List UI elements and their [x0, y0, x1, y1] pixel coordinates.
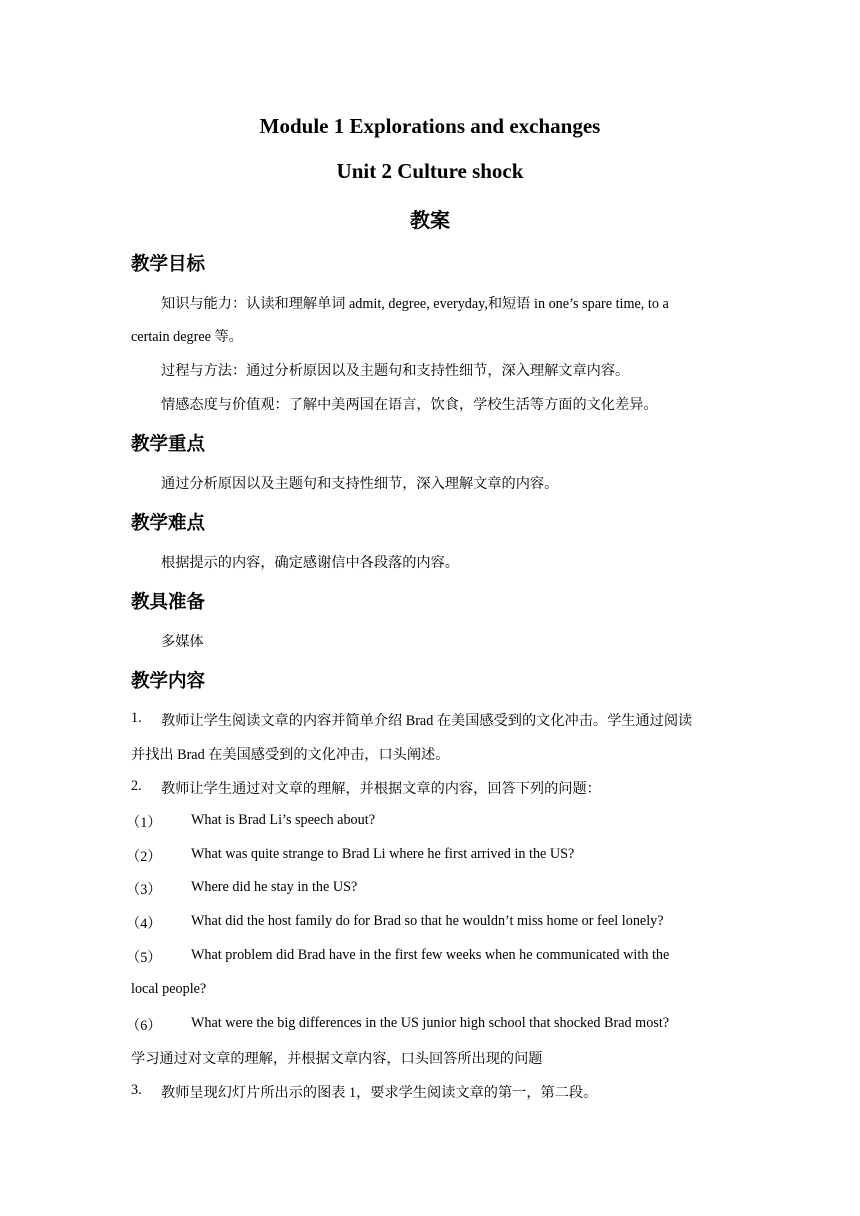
question-5-continuation: local people?	[131, 981, 207, 997]
question-1-text: What is Brad Li’s speech about?	[191, 812, 375, 828]
question-6-number: （6）	[126, 1018, 162, 1034]
item-1-number: 1.	[131, 710, 142, 726]
unit-title: Unit 2 Culture shock	[336, 159, 524, 183]
question-2-text: What was quite strange to Brad Li where he first arrived in the US?	[191, 846, 575, 862]
objective-knowledge-line2: certain degree 等。	[131, 329, 243, 345]
module-title: Module 1 Explorations and exchanges	[259, 114, 601, 138]
objectives-heading: 教学目标	[131, 254, 206, 275]
item-1-line1: 教师让学生阅读文章的内容并简单介绍 Brad 在美国感受到的文化冲击。学生通过阅读	[161, 713, 693, 729]
key-points-heading: 教学重点	[131, 434, 206, 455]
question-3-text: Where did he stay in the US?	[191, 879, 358, 895]
item-3-text: 教师呈现幻灯片所出示的图表 1，要求学生阅读文章的第一，第二段。	[161, 1085, 598, 1101]
item-3-number: 3.	[131, 1082, 142, 1098]
question-1-number: （1）	[126, 815, 162, 831]
question-6-text: What were the big differences in the US junior high school that shocked Brad most?	[191, 1015, 670, 1031]
question-4-number: （4）	[126, 916, 162, 932]
question-5-number: （5）	[126, 950, 162, 966]
objective-knowledge-line1: 知识与能力：认读和理解单词 admit, degree, everyday,和短语 in one’s spare time, to a	[161, 296, 669, 312]
question-3-number: （3）	[126, 882, 162, 898]
materials-heading: 教具准备	[131, 592, 206, 613]
item-2-text: 教师让学生通过对文章的理解，并根据文章的内容，回答下列的问题：	[161, 781, 601, 797]
key-points-text: 通过分析原因以及主题句和支持性细节，深入理解文章的内容。	[161, 476, 559, 492]
difficulties-heading: 教学难点	[131, 513, 206, 534]
item-1-line2: 并找出 Brad 在美国感受到的文化冲击，口头阐述。	[131, 747, 450, 763]
item-2-number: 2.	[131, 778, 142, 794]
objective-emotion: 情感态度与价值观：了解中美两国在语言，饮食，学校生活等方面的文化差异。	[161, 397, 658, 413]
student-task-text: 学习通过对文章的理解，并根据文章内容，口头回答所出现的问题	[131, 1051, 543, 1067]
lesson-plan-title: 教案	[410, 208, 450, 232]
materials-text: 多媒体	[161, 634, 204, 650]
content-heading: 教学内容	[131, 671, 206, 692]
question-4-text: What did the host family do for Brad so that he wouldn’t miss home or feel lonely?	[191, 913, 664, 929]
difficulties-text: 根据提示的内容，确定感谢信中各段落的内容。	[161, 555, 459, 571]
objective-process: 过程与方法：通过分析原因以及主题句和支持性细节，深入理解文章内容。	[161, 363, 630, 379]
question-5-text: What problem did Brad have in the first few weeks when he communicated with the	[191, 947, 670, 963]
question-2-number: （2）	[126, 849, 162, 865]
